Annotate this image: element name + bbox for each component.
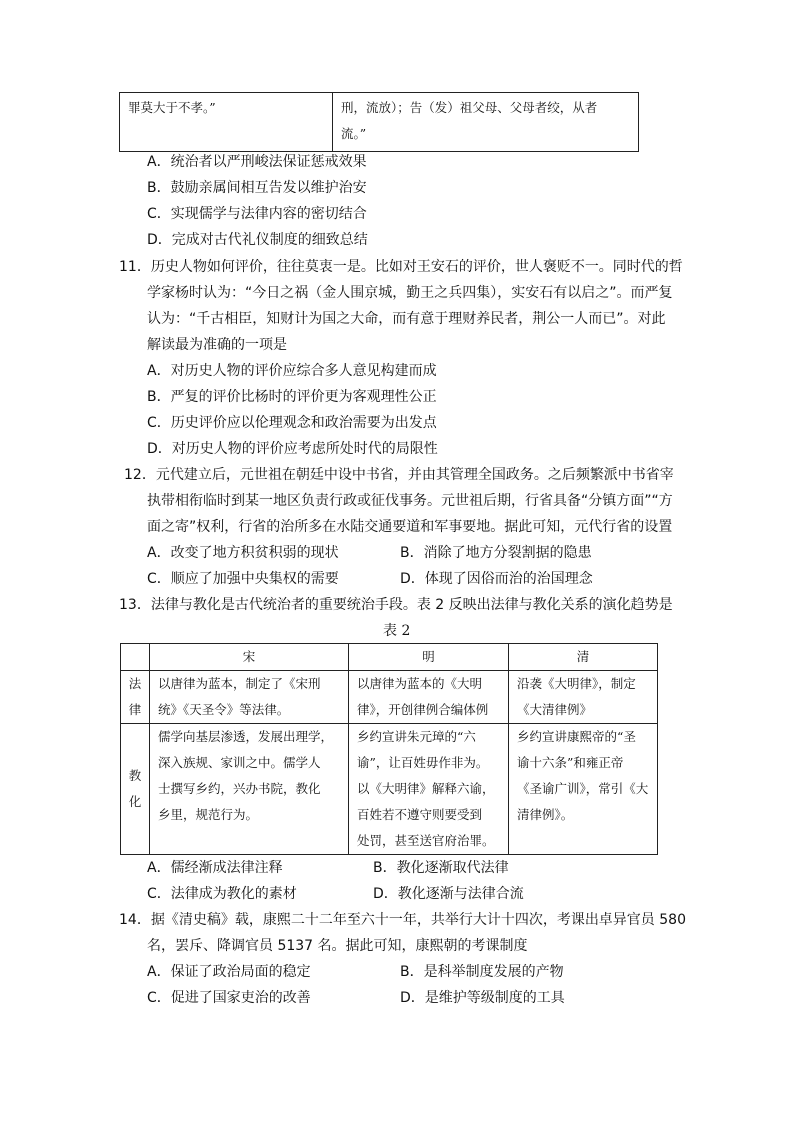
q12-line-3: 面之寄”权利，行省的治所多在水陆交通要道和军事要地。据此可知，元代行省的设置 — [147, 519, 673, 535]
q11-line-3: 认为：“千古相臣，知财计为国之大命，而有意于理财养民者，荆公一人而已”。对此 — [147, 311, 666, 327]
q11-line-2: 学家杨时认为：“今日之祸（金人围京城，勤王之兵四集），实安石有以启之”。而严复 — [147, 285, 673, 301]
cell-line: 士撰写乡约，兴办书院，教化 — [158, 781, 321, 796]
q11-option-a: A．对历史人物的评价应综合多人意见构建而成 — [147, 363, 437, 379]
cell-line: 统》《天圣令》等法律。 — [158, 702, 290, 717]
q10-option-d: D．完成对古代礼仪制度的细致总结 — [147, 232, 368, 248]
top-table-cell-left — [120, 93, 333, 152]
q12-line-1: 12．元代建立后，元世祖在朝廷中设中书省，并由其管理全国政务。之后频繁派中书省宰 — [124, 467, 674, 483]
cell-line: 律》，开创律例合编体例 — [357, 702, 489, 717]
cell-text: 罪莫大于不孝。” — [128, 100, 216, 115]
cell-line: 儒学向基层渗透，发展出理学， — [158, 729, 334, 744]
cell-line: 百姓若不遵守则要受到 — [357, 807, 483, 822]
q13-option-c: C．法律成为教化的素材 — [147, 886, 297, 902]
q11-line-1: 11．历史人物如何评价，往往莫衷一是。比如对王安石的评价，世人褒贬不一。同时代的哲 — [119, 259, 683, 275]
row-label-char: 教 — [128, 768, 142, 783]
cell-line: 乡里，规范行为。 — [158, 807, 259, 822]
q11-line-4: 解读最为准确的一项是 — [147, 337, 287, 353]
q12-option-a: A．改变了地方积贫积弱的现状 — [147, 545, 339, 561]
law-song — [150, 671, 349, 724]
table-caption: 表 2 — [383, 623, 411, 639]
q12-line-2: 执带相衔临时到某一地区负责行政或征伐事务。元世祖后期，行省具备“分镇方面”“方 — [147, 493, 673, 509]
q13-option-b: B．教化逐渐取代法律 — [373, 860, 509, 876]
cell-line: 谕”，让百姓毋作非为。 — [357, 755, 489, 770]
q13-table — [120, 643, 658, 855]
row-label-char: 法 — [128, 676, 142, 691]
q11-option-c: C．历史评价应以伦理观念和政治需要为出发点 — [147, 415, 437, 431]
q12-option-b: B．消除了地方分裂割据的隐患 — [400, 545, 592, 561]
q12-option-d: D．体现了因俗而治的治国理念 — [400, 571, 593, 587]
law-qing — [509, 671, 658, 724]
cell-line: 深入族规、家训之中。儒学人 — [158, 755, 321, 770]
header-empty — [121, 644, 150, 671]
header-qing: 清 — [509, 644, 658, 671]
cell-line: 《大清律例》 — [517, 702, 593, 717]
row-label-char: 化 — [128, 794, 142, 809]
q11-option-d: D．对历史人物的评价应考虑所处时代的局限性 — [147, 441, 438, 457]
q10-option-a: A．统治者以严刑峻法保证惩戒效果 — [147, 154, 367, 170]
cell-line: 《圣谕广训》，常引《大 — [517, 781, 649, 796]
q13-line-1: 13．法律与教化是古代统治者的重要统治手段。表 2 反映出法律与教化关系的演化趋势是 — [119, 597, 673, 613]
q14-option-a: A．保证了政治局面的稳定 — [147, 964, 311, 980]
cell-line: 以唐律为蓝本，制定了《宋刑 — [158, 676, 321, 691]
top-table — [119, 92, 639, 152]
q10-option-b: B．鼓励亲属间相互告发以维护治安 — [147, 180, 367, 196]
edu-song — [150, 724, 349, 855]
cell-text: 流。” — [341, 126, 367, 141]
q14-line-2: 名，罢斥、降调官员 5137 名。据此可知，康熙朝的考课制度 — [147, 938, 528, 954]
q10-option-c: C．实现儒学与法律内容的密切结合 — [147, 206, 367, 222]
q12-option-c: C．顺应了加强中央集权的需要 — [147, 571, 339, 587]
edu-qing — [509, 724, 658, 855]
cell-line: 乡约宣讲康熙帝的“圣 — [517, 729, 636, 744]
header-song: 宋 — [150, 644, 349, 671]
q13-option-a: A．儒经渐成法律注释 — [147, 860, 283, 876]
row-label-law — [121, 671, 150, 724]
cell-line: 以《大明律》解释六谕， — [357, 781, 495, 796]
row-label-edu — [121, 724, 150, 855]
edu-ming — [349, 724, 509, 855]
q14-option-b: B．是科举制度发展的产物 — [400, 964, 564, 980]
q14-option-d: D．是维护等级制度的工具 — [400, 990, 565, 1006]
cell-text: 刑，流放）；告（发）祖父母、父母者绞，从者 — [341, 100, 598, 115]
law-ming — [349, 671, 509, 724]
row-label-char: 律 — [128, 702, 142, 717]
q14-option-c: C．促进了国家吏治的改善 — [147, 990, 311, 1006]
top-table-cell-right — [333, 93, 639, 152]
cell-line: 以唐律为蓝本的《大明 — [357, 676, 483, 691]
cell-line: 谕十六条”和雍正帝 — [517, 755, 624, 770]
header-ming: 明 — [349, 644, 509, 671]
cell-line: 清律例》。 — [517, 807, 574, 822]
cell-line: 乡约宣讲朱元璋的“六 — [357, 729, 476, 744]
q14-line-1: 14．据《清史稿》载，康熙二十二年至六十一年，共举行大计十四次，考课出卓异官员 580 — [119, 912, 686, 928]
q13-option-d: D．教化逐渐与法律合流 — [373, 886, 524, 902]
q11-option-b: B．严复的评价比杨时的评价更为客观理性公正 — [147, 389, 437, 405]
cell-line: 处罚，甚至送官府治罪。 — [357, 833, 495, 848]
cell-line: 沿袭《大明律》，制定 — [517, 676, 636, 691]
